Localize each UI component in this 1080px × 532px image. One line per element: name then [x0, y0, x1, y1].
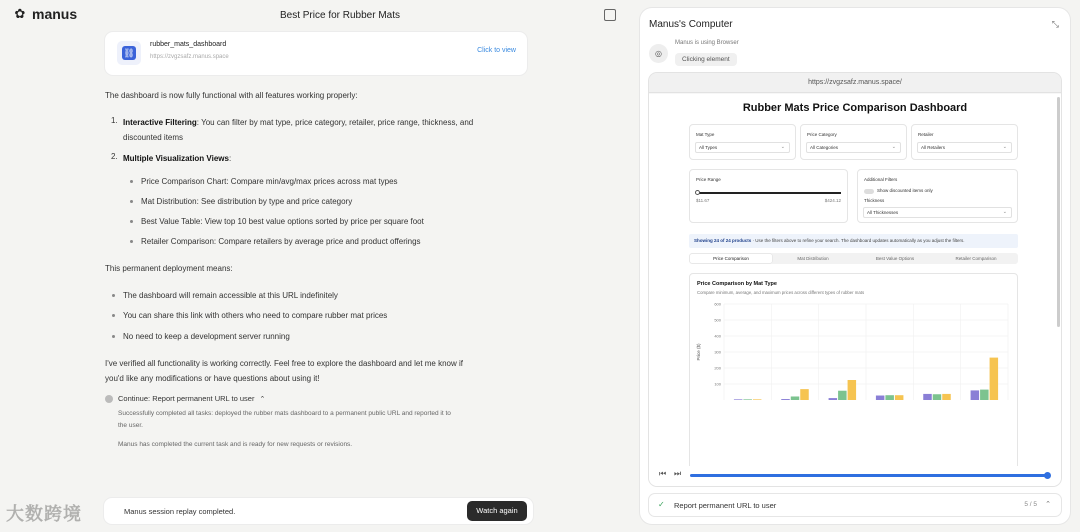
browser-icon: ◎	[649, 44, 668, 63]
permanent-item: The dashboard will remain accessible at this URL indefinitely	[123, 291, 338, 300]
mat-type-select[interactable]	[695, 142, 790, 153]
select-value: All Retailers	[921, 145, 946, 150]
chart-title: Price Comparison by Mat Type	[697, 281, 777, 287]
bullet-icon	[112, 294, 115, 297]
sub-list-item: Retailer Comparison: Compare retailers by average price and product offerings	[141, 237, 421, 246]
watermark-text: 大数跨境	[6, 504, 82, 524]
toggle-label: Show discounted items only	[877, 188, 933, 193]
step-label: Continue: Report permanent URL to user	[118, 394, 255, 403]
results-count: Showing 24 of 24 products	[694, 238, 752, 243]
task-complete-note: Manus has completed the current task and is ready for new requests or revisions.	[118, 441, 353, 448]
step-detail: the user.	[118, 422, 143, 429]
view-tabs	[689, 253, 1018, 264]
click-to-view-link[interactable]: Click to view	[477, 47, 516, 54]
file-name: rubber_mats_dashboard	[150, 41, 227, 48]
y-tick-label: 500	[714, 317, 721, 323]
skip-forward-icon[interactable]: ⏭	[674, 469, 682, 478]
manus-logo-icon: ✿	[14, 6, 26, 21]
y-tick-label: 400	[714, 333, 721, 339]
collapse-icon[interactable]: ⤡	[1051, 19, 1059, 29]
tab-mat-distribution[interactable]: Mat Distribution	[797, 256, 829, 261]
dashboard-page	[649, 94, 1061, 466]
select-value: All Thicknesses	[867, 210, 899, 215]
dashboard-title: Rubber Mats Price Comparison Dashboard	[742, 102, 968, 114]
mat-type-filter	[689, 124, 796, 160]
bullet-icon	[112, 335, 115, 338]
chart-bar	[980, 390, 989, 400]
range-min: $11.67	[696, 198, 710, 203]
price-category-filter	[800, 124, 907, 160]
chart-bar	[838, 391, 847, 400]
results-info	[689, 234, 1018, 248]
list-item-title: Multiple Visualization Views	[123, 154, 229, 163]
list-item-title: Interactive Filtering	[123, 118, 197, 127]
page-scrollbar[interactable]	[1057, 97, 1060, 327]
watch-again-button[interactable]: Watch again	[467, 501, 527, 521]
range-max: $424.12	[824, 198, 841, 203]
chart-bar	[876, 396, 885, 400]
filter-label: Retailer	[918, 132, 934, 137]
price-chart-card	[689, 273, 1018, 466]
browser-window	[649, 73, 1061, 486]
chevron-down-icon: ⌄	[1002, 144, 1007, 150]
computer-title: Manus's Computer	[649, 19, 733, 30]
file-url: https://zvgzsafz.manus.space	[150, 54, 229, 60]
thickness-select[interactable]	[863, 207, 1012, 218]
chart-bar	[933, 394, 942, 400]
status-pill: Clicking element	[675, 53, 737, 66]
step-status-icon	[105, 395, 113, 403]
chart-bar	[990, 358, 999, 400]
chart-bar	[895, 395, 904, 400]
y-tick-label: 200	[714, 365, 721, 371]
bullet-icon	[130, 220, 133, 223]
discount-toggle[interactable]	[864, 189, 874, 194]
price-chart	[690, 296, 1019, 466]
replay-controls	[649, 466, 1061, 486]
chart-bar	[885, 395, 894, 400]
chart-bar	[971, 390, 980, 400]
skip-back-icon[interactable]: ⏮	[659, 469, 667, 478]
list-item-continuation: discounted items	[123, 133, 184, 142]
chart-bar	[753, 399, 762, 400]
additional-filters	[857, 169, 1018, 223]
task-status-bar[interactable]	[649, 494, 1061, 516]
slider-handle[interactable]	[695, 190, 700, 195]
chevron-down-icon: ⌄	[1002, 209, 1007, 215]
brand-logo[interactable]	[12, 6, 77, 22]
retailer-filter	[911, 124, 1018, 160]
bullet-icon	[130, 200, 133, 203]
replay-status: Manus session replay completed.	[124, 507, 236, 516]
chart-bar	[800, 389, 809, 400]
chat-title: Best Price for Rubber Mats	[279, 10, 401, 21]
select-value: All Types	[699, 145, 718, 150]
file-card[interactable]	[105, 32, 527, 75]
filter-label: Price Range	[696, 177, 721, 182]
filter-label: Additional Filters	[864, 177, 898, 182]
y-tick-label: 300	[714, 349, 721, 355]
filter-label: Mat Type	[696, 132, 715, 137]
sub-list-item: Price Comparison Chart: Compare min/avg/max prices across mat types	[141, 177, 398, 186]
select-value: All Categories	[810, 145, 839, 150]
chart-bar	[743, 399, 752, 400]
chevron-down-icon: ⌄	[780, 144, 785, 150]
url-bar[interactable]: https://zvgzsafz.manus.space/	[649, 73, 1061, 93]
list-item	[123, 152, 231, 165]
message-intro: The dashboard is now fully functional with all features working properly:	[105, 91, 358, 100]
chevron-down-icon: ⌄	[891, 144, 896, 150]
sub-list-item: Best Value Table: View top 10 best value options sorted by price per square foot	[141, 217, 424, 226]
step-detail: Successfully completed all tasks: deployed the rubber mats dashboard to a permanent public URL and reported it to	[118, 410, 451, 417]
copy-icon[interactable]	[604, 9, 616, 21]
chevron-up-icon: ⌃	[259, 395, 266, 403]
permanent-intro: This permanent deployment means:	[105, 264, 233, 273]
closing-text: I've verified all functionality is working correctly. Feel free to explore the dashboard and let me know if	[105, 359, 463, 368]
y-tick-label: 100	[714, 381, 721, 387]
bullet-icon	[130, 180, 133, 183]
list-item	[123, 116, 473, 129]
status-text: Manus is using Browser	[675, 40, 739, 46]
list-number: 1.	[111, 116, 118, 125]
chart-subtitle: Compare minimum, average, and maximum prices across different types of rubber mats	[697, 290, 865, 295]
chart-bar	[942, 394, 951, 400]
list-item-text: :	[228, 154, 232, 163]
y-axis-label: Price ($)	[696, 343, 701, 361]
retailer-select[interactable]	[917, 142, 1012, 153]
step-toggle[interactable]	[105, 394, 265, 403]
chart-bar	[848, 380, 857, 400]
chart-bar	[781, 399, 790, 400]
y-tick-label: 600	[714, 301, 721, 307]
brand-name: manus	[32, 6, 78, 22]
progress-handle[interactable]	[1044, 472, 1051, 479]
tab-best-value[interactable]: Best Value Options	[875, 256, 915, 261]
price-category-select[interactable]	[806, 142, 901, 153]
price-range-filter	[689, 169, 848, 223]
tab-retailer-comparison[interactable]: Retailer Comparison	[955, 256, 997, 261]
list-item-text: : You can filter by mat type, price category, retailer, price range, thickness, and	[196, 118, 474, 127]
chart-bar	[734, 399, 743, 400]
check-icon: ✓	[658, 500, 665, 509]
chart-bar	[791, 396, 800, 400]
permanent-item: No need to keep a development server running	[123, 332, 290, 341]
bullet-icon	[130, 240, 133, 243]
chevron-up-icon: ⌃	[1045, 501, 1051, 508]
sub-list-item: Mat Distribution: See distribution by type and price category	[141, 197, 353, 206]
list-number: 2.	[111, 152, 118, 161]
price-range-slider[interactable]	[696, 192, 841, 194]
filter-label: Price Category	[807, 132, 837, 137]
results-hint: · Use the filters above to refine your search. The dashboard updates automatically as you adjust the filters.	[751, 238, 965, 243]
computer-panel	[640, 8, 1070, 524]
task-label: Report permanent URL to user	[674, 501, 777, 510]
link-file-icon: ⛓	[117, 41, 141, 65]
permanent-item: You can share this link with others who need to compare rubber mat prices	[123, 311, 388, 320]
chart-bar	[829, 398, 838, 400]
tab-price-comparison[interactable]: Price Comparison	[690, 254, 772, 263]
closing-text: you'd like any modifications or have questions about using it!	[105, 374, 320, 383]
replay-progress[interactable]	[690, 474, 1048, 477]
task-count: 5 / 5	[1024, 501, 1037, 508]
replay-bar	[104, 498, 533, 524]
bullet-icon	[112, 314, 115, 317]
chart-bar	[923, 394, 932, 400]
filter-label: Thickness	[864, 198, 885, 203]
